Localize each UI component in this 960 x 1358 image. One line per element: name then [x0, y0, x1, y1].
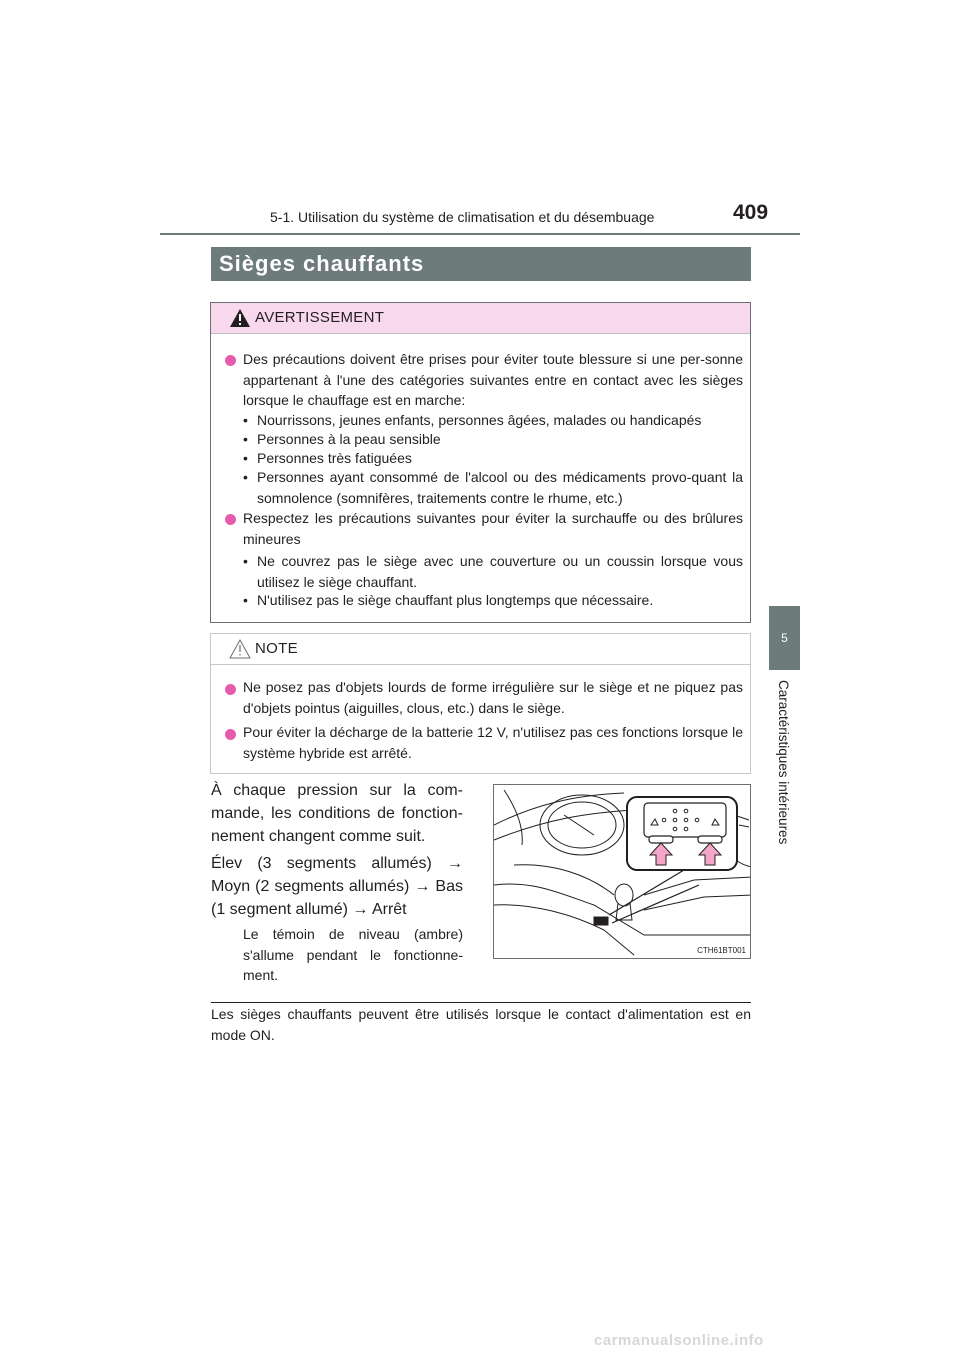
warning-box [210, 302, 751, 623]
bullet-icon [225, 729, 236, 740]
note-item-2: Pour éviter la décharge de la batterie 12 V, n'utilisez pas ces fonctions lorsque le système hybride est arrêté. [243, 724, 743, 761]
chapter-label-text: Caractéristiques intérieures [776, 680, 791, 845]
availability-note: Les sièges chauffants peuvent être utilisés lorsque le contact d'alimentation est en mode ON. [211, 1006, 751, 1043]
level-sequence: Élev (3 segments allumés) → Moyn (2 segments allumés) → Bas (1 segment allumé) → Arrêt [211, 855, 463, 918]
warning-subitem: • N'utilisez pas le siège chauffant plus longtemps que nécessaire. [243, 592, 654, 608]
figure-code: CTH61BT001 [697, 946, 746, 955]
section-divider [211, 1002, 751, 1003]
warning-subitem: • Nourrissons, jeunes enfants, personnes âgées, malades ou handicapés [243, 412, 702, 428]
caution-icon [229, 639, 251, 659]
warning-icon [229, 308, 251, 328]
page-title: Sièges chauffants [211, 247, 751, 281]
warning-subitem: • Personnes très fatiguées [243, 450, 412, 466]
warning-subitem: • Personnes à la peau sensible [243, 431, 441, 447]
note-box [210, 633, 751, 774]
warning-heading: AVERTISSEMENT [255, 309, 385, 326]
watermark: carmanualsonline.info [594, 1332, 764, 1349]
note-item-1: Ne posez pas d'objets lourds de forme irrégulière sur le siège et ne piquez pas d'objets pointus (aiguilles, clous, etc.) dans le siège. [243, 679, 743, 716]
section-heading: 5-1. Utilisation du système de climatisation et du désembuage [270, 209, 655, 225]
intro-text: À chaque pression sur la com-mande, les conditions de fonction-nement changent comme suit. [211, 782, 463, 845]
console-drawing [494, 785, 751, 959]
warning-item-2: Respectez les précautions suivantes pour éviter la surchauffe ou des brûlures mineures [243, 510, 743, 547]
note-header [211, 634, 750, 665]
chapter-tab [769, 606, 800, 670]
warning-header [211, 303, 750, 334]
warning-subitem: • Personnes ayant consommé de l'alcool ou des médicaments provo-quant la somnolence (somnifères, traitements contre le rhume, etc.) [243, 469, 743, 506]
warning-item-1: Des précautions doivent être prises pour éviter toute blessure si une per-sonne appartenant à l'une des catégories suivantes entre en contact avec les sièges lorsque le chauffage est en marche: [243, 351, 743, 408]
console-illustration [493, 784, 751, 959]
chapter-label [773, 680, 797, 860]
bullet-icon [225, 684, 236, 695]
bullet-icon [225, 514, 236, 525]
warning-subitem: • Ne couvrez pas le siège avec une couverture ou un coussin lorsque vous utilisez le siège chauffant. [243, 553, 743, 590]
header-divider [160, 233, 800, 235]
chapter-number: 5 [781, 631, 788, 645]
page-number: 409 [733, 201, 769, 224]
indicator-text: Le témoin de niveau (ambre) s'allume pendant le fonctionne-ment. [243, 926, 463, 983]
note-heading: NOTE [255, 640, 298, 657]
bullet-icon [225, 355, 236, 366]
